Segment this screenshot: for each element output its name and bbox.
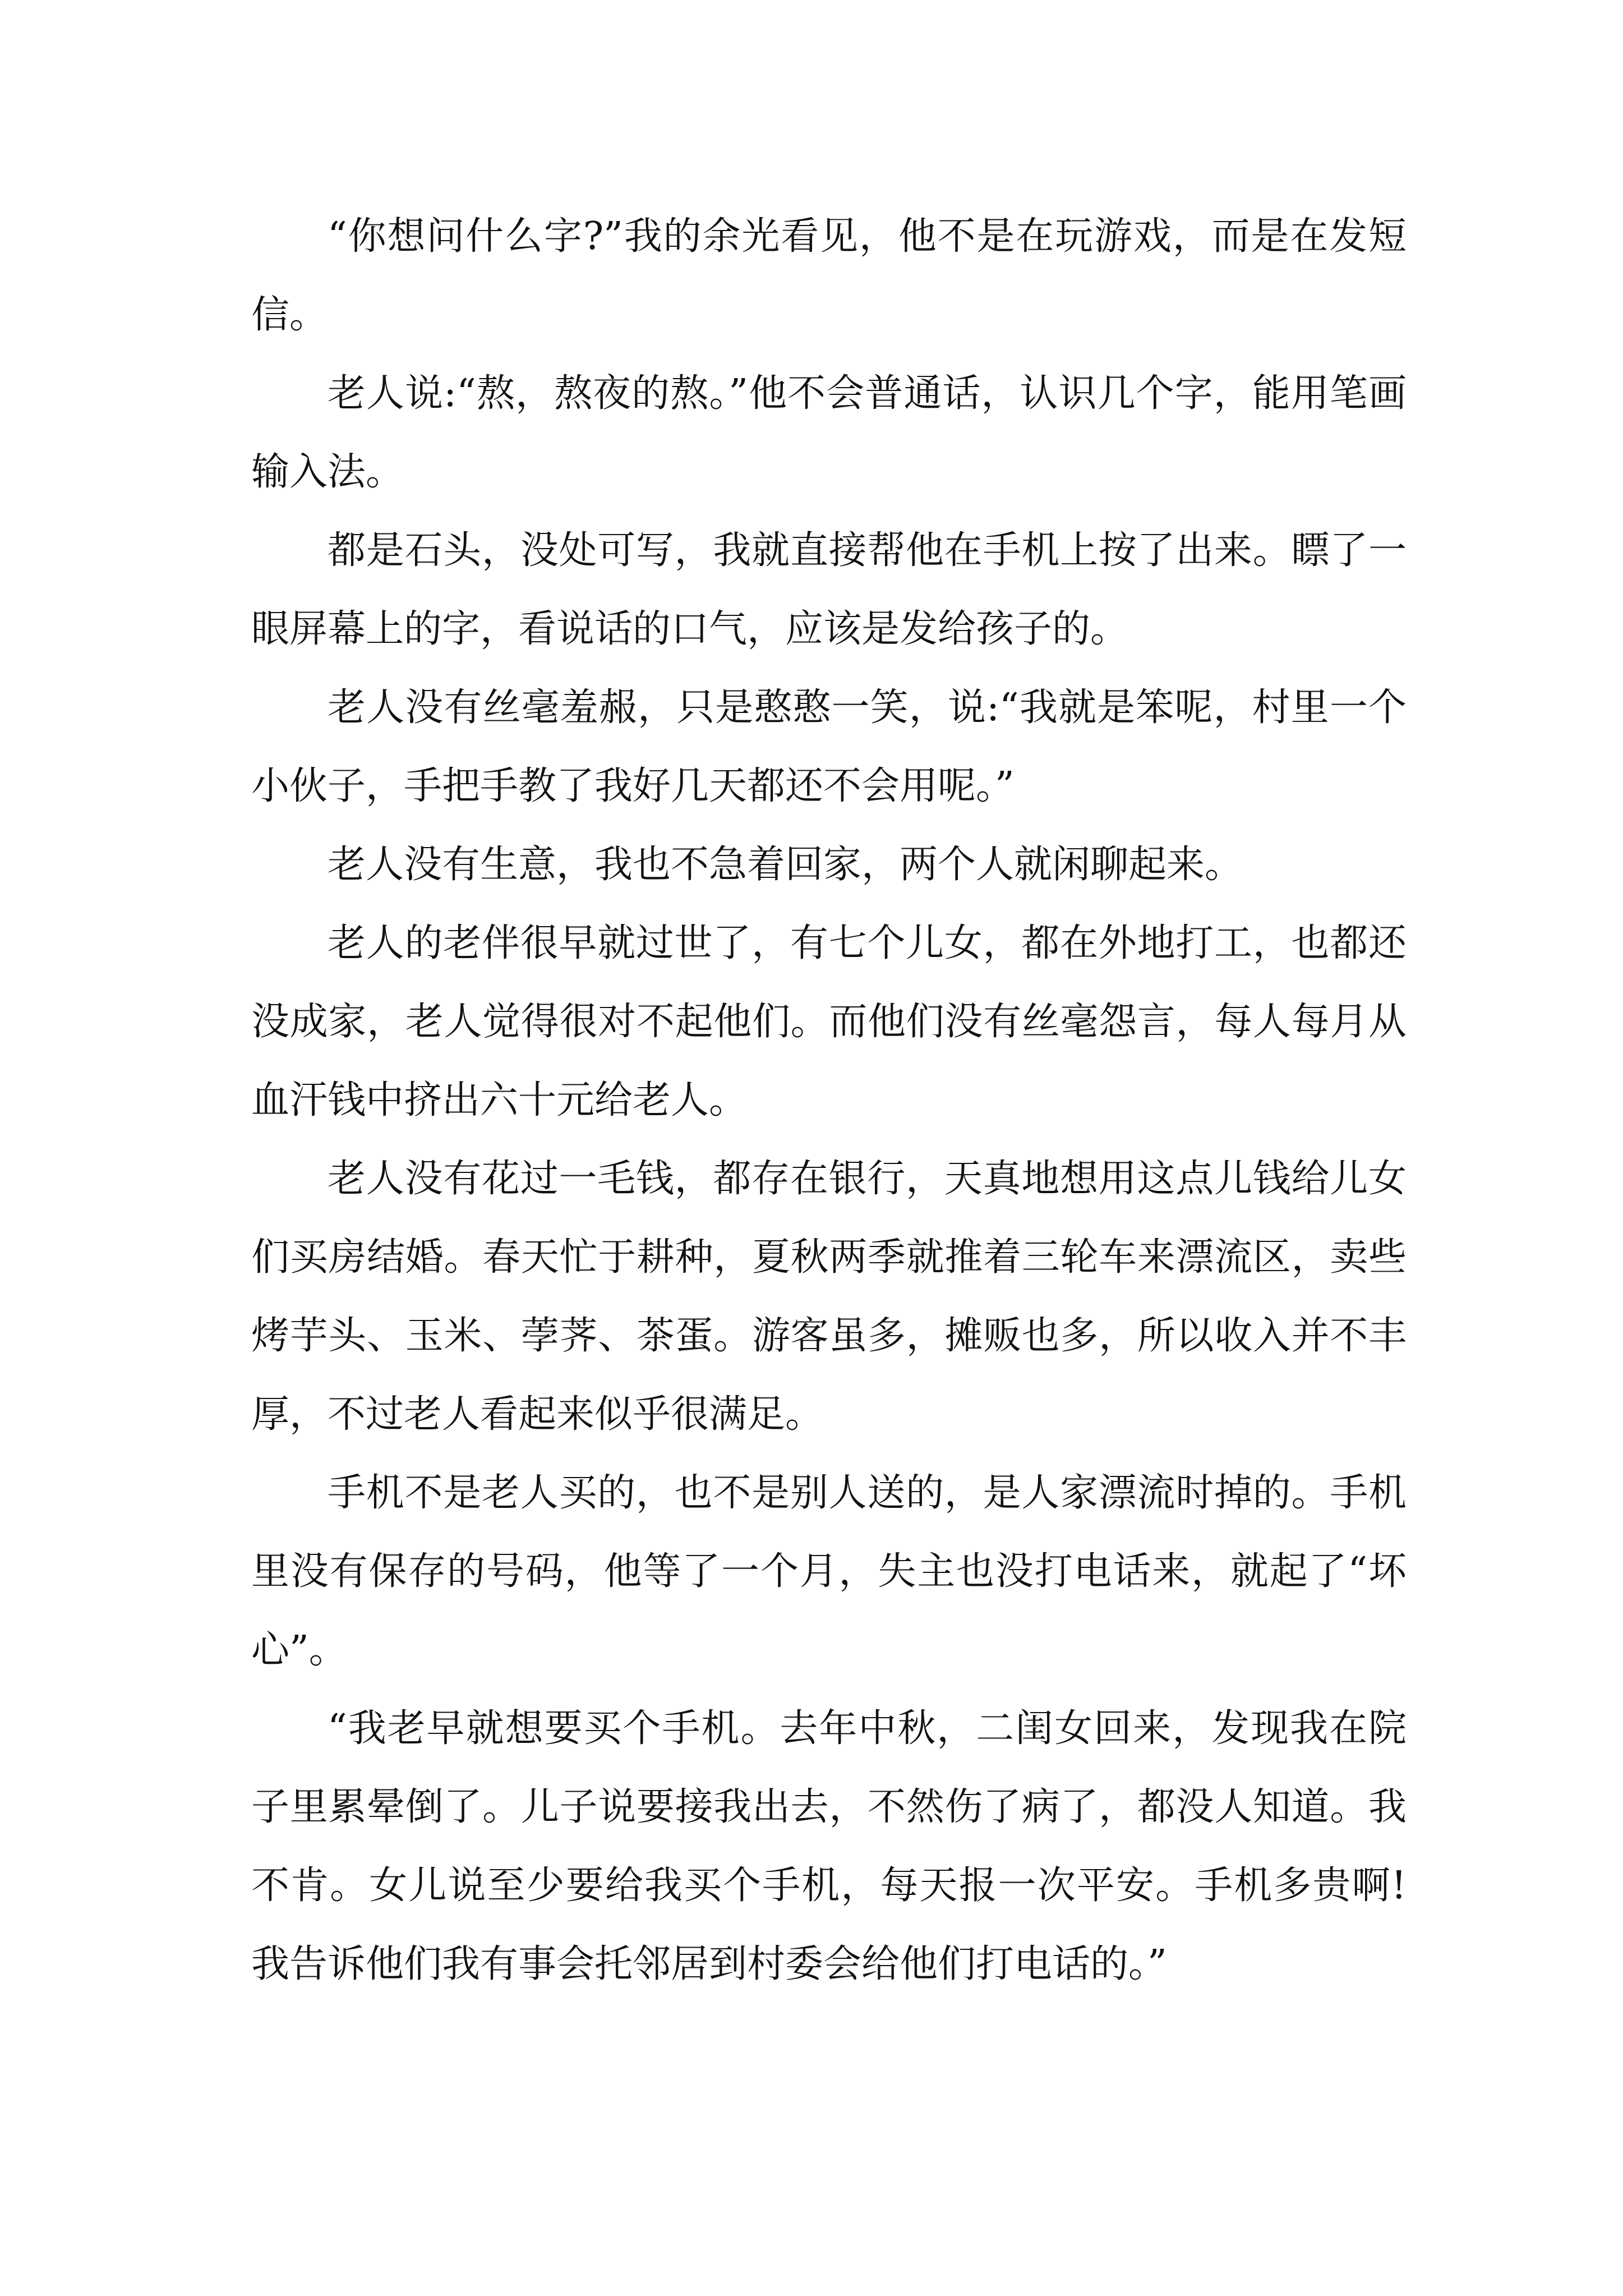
paragraph-8: 手机不是老人买的，也不是别人送的，是人家漂流时掉的。手机里没有保存的号码，他等了一个月，失主也没打电话来，就起了“坏心”。 bbox=[251, 1471, 1407, 1672]
paragraph-3: 都是石头，没处可写，我就直接帮他在手机上按了出来。瞟了一眼屏幕上的字，看说话的口气，应该是发给孩子的。 bbox=[251, 528, 1407, 651]
paragraph-9: “我老早就想要买个手机。去年中秋，二闺女回来，发现我在院子里累晕倒了。儿子说要接我出去，不然伤了病了，都没人知道。我不肯。女儿说至少要给我买个手机，每天报一次平安。手机多贵啊!我告诉他们我有事会托邻居到村委会给他们打电话的。” bbox=[251, 1706, 1407, 1986]
paragraph-4: 老人没有丝毫羞赧，只是憨憨一笑，说:“我就是笨呢，村里一个小伙子，手把手教了我好几天都还不会用呢。” bbox=[251, 685, 1407, 808]
document-body bbox=[251, 197, 1407, 2004]
paragraph-6: 老人的老伴很早就过世了，有七个儿女，都在外地打工，也都还没成家，老人觉得很对不起他们。而他们没有丝毫怨言，每人每月从血汗钱中挤出六十元给老人。 bbox=[251, 921, 1407, 1122]
paragraph-1: “你想问什么字?”我的余光看见，他不是在玩游戏，而是在发短信。 bbox=[251, 214, 1407, 337]
paragraph-5: 老人没有生意，我也不急着回家，两个人就闲聊起来。 bbox=[328, 843, 1243, 887]
paragraph-7: 老人没有花过一毛钱，都存在银行，天真地想用这点儿钱给儿女们买房结婚。春天忙于耕种，夏秋两季就推着三轮车来漂流区，卖些烤芋头、玉米、荸荠、茶蛋。游客虽多，摊贩也多，所以收入并不丰厚，不过老人看起来似乎很满足。 bbox=[251, 1157, 1407, 1437]
paragraph-2: 老人说:“熬，熬夜的熬。”他不会普通话，认识几个字，能用笔画输入法。 bbox=[251, 371, 1407, 494]
